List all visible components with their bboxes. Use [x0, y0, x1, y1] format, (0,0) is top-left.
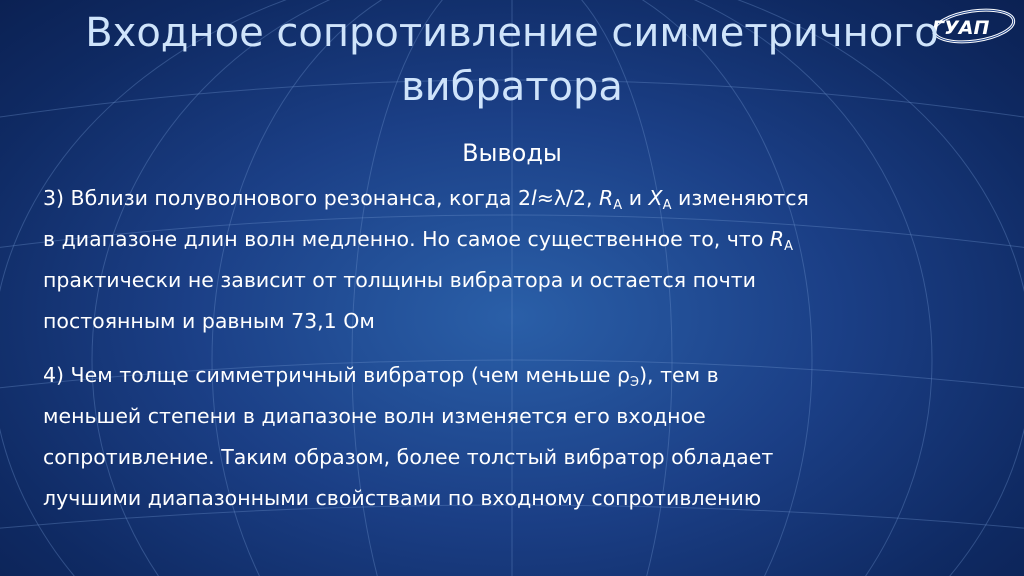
title-line-2: вибратора: [401, 64, 623, 110]
slide-subtitle: Выводы: [462, 139, 562, 167]
paragraph-3-line-1: 3) Вблизи полуволнового резонанса, когда 2l≈λ/2, $R_А$ и $X_А$ изменяются: [43, 186, 809, 213]
paragraph-4-line-1: 4) Чем толще симметричный вибратор (чем меньше $\rho_Э$), тем в: [43, 363, 719, 390]
paragraph-3: [43, 178, 1003, 342]
paragraph-4: [43, 355, 1003, 519]
paragraph-3-line-2: в диапазоне длин волн медленно. Но самое существенное то, что $R_А$: [43, 227, 794, 254]
paragraph-3-line-3: практически не зависит от толщины вибратора и остается почти: [43, 268, 756, 292]
slide-title: [0, 6, 1024, 114]
paragraph-4-line-3: сопротивление. Таким образом, более толстый вибратор обладает: [43, 445, 774, 469]
paragraph-4-line-2: меньшей степени в диапазоне волн изменяется его входное: [43, 404, 706, 428]
paragraph-4-line-4: лучшими диапазонными свойствами по входному сопротивлению: [43, 486, 762, 510]
paragraph-3-line-4: постоянным и равным 73,1 Ом: [43, 309, 375, 333]
title-line-1: Входное сопротивление симметричного: [85, 10, 939, 56]
svg-text:ГУАП: ГУАП: [932, 17, 990, 39]
